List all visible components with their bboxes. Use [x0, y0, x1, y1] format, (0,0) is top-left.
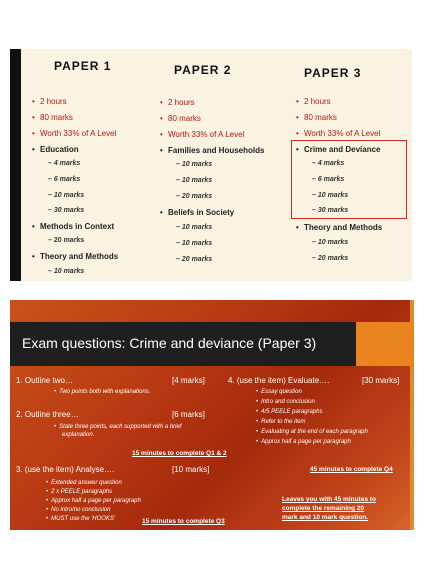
q2-bullet: • State three points, each supported with a brief [54, 424, 182, 430]
paper2-title: PAPER 2 [174, 63, 232, 77]
paper2-sub-mark: – 20 marks [176, 193, 213, 200]
paper3-topic-theory-methods: • Theory and Methods [296, 223, 383, 232]
q4-label: 4. (use the item) Evaluate…. [228, 376, 330, 385]
paper1-hours: • 2 hours [32, 97, 67, 106]
remaining-time-note-line: Leaves you with 45 minutes to [282, 496, 376, 503]
paper1-sub-mark: – 20 marks [48, 237, 85, 244]
q3-label: 3. (use the item) Analyse…. [16, 465, 115, 474]
paper3-sub-mark: – 30 marks [312, 207, 349, 214]
q1-label: 1. Outline two… [16, 376, 73, 385]
paper3-topic-crime-deviance: • Crime and Deviance [296, 145, 381, 154]
q4-bullet: • Refer to the item [256, 419, 305, 425]
paper2-sub-mark: – 10 marks [176, 240, 213, 247]
paper1-sub-mark: – 4 marks [48, 160, 81, 167]
paper2-hours: • 2 hours [160, 98, 195, 107]
paper1-sub-mark: – 30 marks [48, 207, 85, 214]
q4-bullet: • Approx half a page per paragraph [256, 439, 351, 445]
q3-marks: [10 marks] [172, 465, 210, 474]
paper1-topic-education: • Education [32, 145, 79, 154]
paper3-sub-mark: – 6 marks [312, 176, 345, 183]
paper3-sub-mark: – 10 marks [312, 239, 349, 246]
q2-marks: [6 marks] [172, 410, 205, 419]
paper1-topic-methods-in-context: • Methods in Context [32, 222, 115, 231]
q4-bullet: • Evaluating at the end of each paragraph [256, 429, 368, 435]
q4-time-note: 45 minutes to complete Q4 [310, 466, 393, 473]
paper2-marks: • 80 marks [160, 114, 201, 123]
paper1-sub-mark: – 10 marks [48, 192, 85, 199]
q4-bullet: • 4/5 PEELE paragraphs [256, 409, 322, 415]
q3-time-note: 15 minutes to complete Q3 [142, 518, 225, 525]
q3-bullet: • 2 x PEELE paragraphs [46, 489, 112, 495]
paper3-sub-mark: – 10 marks [312, 192, 349, 199]
q3-bullet: • MUST use the 'HOOKS' [46, 516, 115, 522]
q4-bullet: • Intro and conclusion [256, 399, 315, 405]
paper3-sub-mark: – 4 marks [312, 160, 345, 167]
q2-bullet-cont: explanation. [62, 432, 95, 438]
paper2-sub-mark: – 20 marks [176, 256, 213, 263]
paper2-topic-families: • Families and Households [160, 146, 265, 155]
paper1-topic-theory-methods: • Theory and Methods [32, 252, 119, 261]
q12-time-note: 15 minutes to complete Q1 & 2 [132, 450, 227, 457]
paper3-marks: • 80 marks [296, 113, 337, 122]
paper1-title: PAPER 1 [54, 59, 112, 73]
paper3-sub-mark: – 20 marks [312, 255, 349, 262]
q3-bullet: • Approx half a page per paragraph [46, 498, 141, 504]
q3-bullet: • Extended answer question [46, 480, 122, 486]
title-accent-block [356, 322, 414, 366]
q1-marks: [4 marks] [172, 376, 205, 385]
paper3-worth: • Worth 33% of A Level [296, 129, 381, 138]
crime-deviance-highlight-box [291, 140, 407, 219]
paper2-sub-mark: – 10 marks [176, 224, 213, 231]
q1-bullet: • Two points both with explanations. [54, 389, 150, 395]
q4-bullet: • Essay question [256, 389, 302, 395]
paper1-sub-mark: – 10 marks [48, 268, 85, 275]
paper3-hours: • 2 hours [296, 97, 331, 106]
q4-marks: [30 marks] [362, 376, 400, 385]
paper3-title: PAPER 3 [304, 66, 362, 80]
paper2-topic-beliefs: • Beliefs in Society [160, 208, 235, 217]
slide-title-bar [10, 322, 356, 366]
q2-label: 2. Outline three… [16, 410, 79, 419]
q3-bullet: • No intro/no conclusion [46, 507, 110, 513]
paper-overview-slide [10, 49, 412, 281]
remaining-time-note-line: mark and 10 mark question. [282, 514, 368, 521]
paper2-worth: • Worth 33% of A Level [160, 130, 245, 139]
paper1-worth: • Worth 33% of A Level [32, 129, 117, 138]
slide-left-strip [10, 49, 21, 281]
remaining-time-note-line: complete the remaining 20 [282, 505, 364, 512]
exam-questions-slide [10, 300, 414, 530]
slide-title: Exam questions: Crime and deviance (Paper 3) [22, 335, 317, 351]
paper1-sub-mark: – 6 marks [48, 176, 81, 183]
paper2-sub-mark: – 10 marks [176, 177, 213, 184]
paper2-sub-mark: – 10 marks [176, 161, 213, 168]
paper1-marks: • 80 marks [32, 113, 73, 122]
